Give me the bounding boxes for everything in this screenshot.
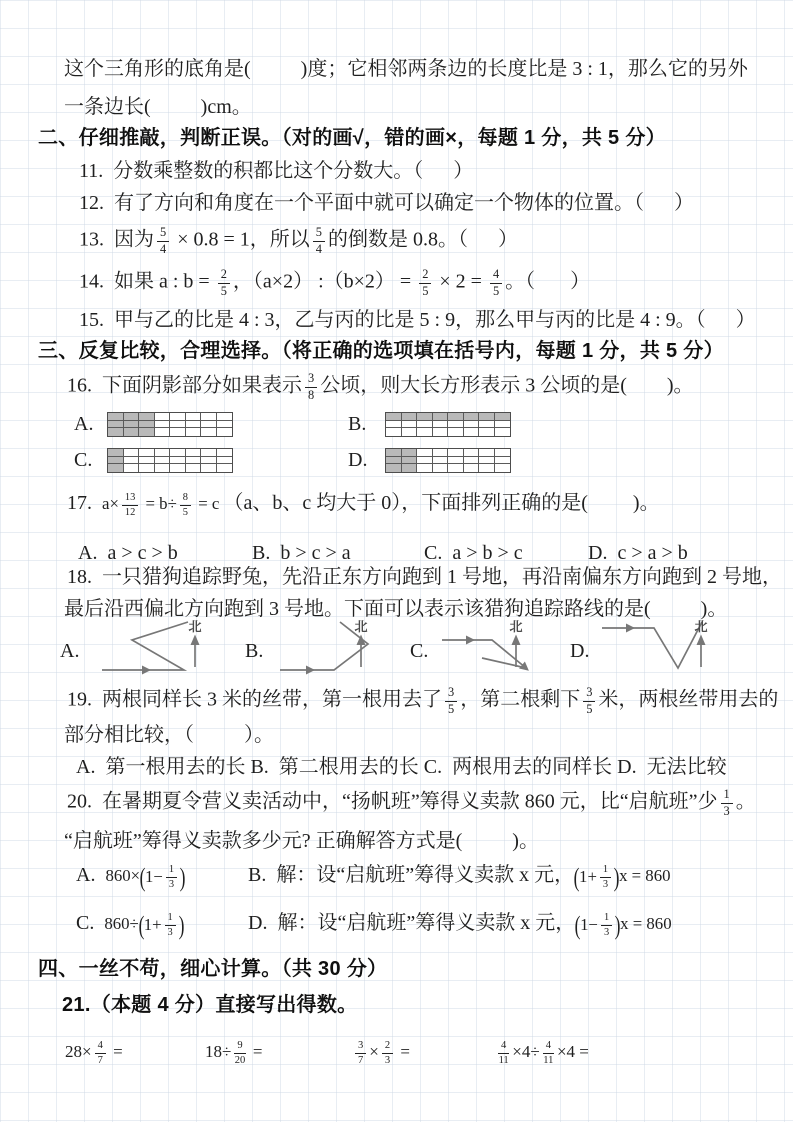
empty-cell [402,421,418,429]
q17-option-a: A. a > c > b [78,542,178,564]
close-paren: ) [179,862,186,893]
fraction-numerator: 13 [122,492,138,505]
fraction-denominator: 7 [97,1054,103,1066]
shaded-cell [402,449,418,457]
empty-cell [201,457,217,465]
shaded-cell [417,413,433,421]
fraction-numerator: 3 [355,1040,366,1054]
q16-stem: 16. 下面阴影部分如果表示 $\frac{3}{8}$ 公顷，则大长方形表示 3 公顷的是( )。 [67,371,694,402]
empty-cell [201,413,217,421]
q18-north-arrow-d [690,620,712,669]
empty-cell [186,449,202,457]
fraction [95,1040,106,1066]
empty-cell [201,421,217,429]
close-paren: ) [613,862,620,893]
q21-expression-3: $\frac{3}{7}$ × $\frac{2}{3}$ = [352,1040,410,1066]
q20-option-c: C. 860÷ ( 1+ $\frac{1}{3}$ ) [76,910,185,941]
empty-cell [186,421,202,429]
fraction-denominator: 20 [234,1054,246,1066]
q18-north-arrow-a [184,620,206,669]
close-paren: ) [614,910,621,941]
fraction-denominator: 5 [422,283,429,298]
fraction-numerator: 8 [180,492,191,505]
fraction-denominator: 5 [220,283,227,298]
math-expression: a× $\frac{13}{12}$ = b÷ $\frac{8}{5}$ = c [102,492,224,518]
q14-statement: 14. 如果 a : b = $\frac{2}{5}$ ，（a×2） :（b×2） = $\frac{2}{5}$ × 2 = $\frac{4}{5}$ 。（ ） [79,267,591,298]
shaded-cell [108,428,124,436]
fraction-numerator: 1 [721,788,733,804]
q18-stem-line-2: 最后沿西偏北方向跑到 3 号地。下面可以表示该猎狗追踪路线的是( )。 [64,598,728,620]
fraction [122,492,138,518]
q10-continuation-line-2: 一条边长( )cm。 [64,96,252,118]
empty-cell [464,457,480,465]
empty-cell [170,413,186,421]
empty-cell [448,449,464,457]
fraction-denominator: 3 [602,878,609,890]
parenthesized-expression: ( 1+ $\frac{1}{3}$ ) [138,910,185,941]
empty-cell [433,449,449,457]
math-expression: 860÷ ( 1+ $\frac{1}{3}$ ) [104,910,185,941]
q17-stem: 17. a× $\frac{13}{12}$ = b÷ $\frac{8}{5}$ = c （a、b、c 均大于 0），下面排列正确的是( )。 [67,492,660,518]
empty-cell [417,457,433,465]
north-up-arrow-icon [351,633,371,669]
q19-options: A. 第一根用去的长 B. 第二根用去的长 C. 两根用去的同样长 D. 无法比较 [76,756,727,778]
fraction-denominator: 5 [182,506,188,518]
fraction [445,686,457,716]
empty-cell [433,464,449,472]
fraction-denominator: 7 [358,1054,364,1066]
empty-cell [448,457,464,465]
fraction-numerator: 3 [305,372,317,388]
q18-stem-line-1: 18. 一只猎狗追踪野兔，先沿正东方向跑到 1 号地，再沿南偏东方向跑到 2 号地， [67,566,782,588]
q20-option-d: D. 解：设“启航班”筹得义卖款 x 元， ( 1− $\frac{1}{3}$ ) x = 860 [248,910,672,941]
shaded-cell [448,413,464,421]
q20-option-a: A. 860× ( 1− $\frac{1}{3}$ ) [76,862,186,893]
empty-cell [139,449,155,457]
fraction [382,1040,393,1066]
q16-grid-c [107,448,233,473]
shaded-cell [464,413,480,421]
empty-cell [170,428,186,436]
q16-option-a-label: A. [74,413,94,435]
q21-heading: 21.（本题 4 分）直接写出得数。 [62,994,358,1016]
shaded-cell [108,457,124,465]
fraction-denominator: 8 [308,387,315,402]
empty-cell [433,421,449,429]
shaded-cell [386,464,402,472]
route-path-icon [96,618,196,676]
empty-cell [495,449,511,457]
fraction-denominator: 5 [492,283,500,298]
q18-option-d-label: D. [570,640,590,662]
fraction-numerator: 4 [543,1040,554,1054]
fraction-denominator: 4 [315,241,322,256]
empty-cell [417,449,433,457]
empty-cell [495,457,511,465]
fraction [165,912,176,938]
parenthesized-expression: ( 1− $\frac{1}{3}$ ) [139,862,186,893]
north-character: 北 [188,619,202,634]
fraction [313,226,325,256]
empty-cell [495,464,511,472]
fraction [305,372,317,402]
shaded-cell [108,421,124,429]
fraction-denominator: 11 [543,1054,554,1066]
empty-cell [155,449,171,457]
empty-cell [433,428,449,436]
fraction [166,864,177,890]
empty-cell [155,464,171,472]
math-expression: 860× ( 1− $\frac{1}{3}$ ) [105,862,186,893]
q17-option-d: D. c > a > b [588,542,688,564]
shaded-cell [433,413,449,421]
fraction [498,1040,509,1066]
q17-option-c: C. a > b > c [424,542,523,564]
fraction-numerator: 1 [166,864,177,877]
empty-cell [479,464,495,472]
fraction-numerator: 9 [234,1040,245,1054]
empty-cell [201,428,217,436]
empty-cell [464,428,480,436]
empty-cell [170,421,186,429]
shaded-cell [108,464,124,472]
shaded-cell [402,464,418,472]
empty-cell [217,449,233,457]
empty-cell [139,464,155,472]
q16-grid-b [385,412,511,437]
q18-north-arrow-c [505,620,527,669]
fraction-numerator: 3 [445,686,457,702]
empty-cell [448,464,464,472]
empty-cell [464,421,480,429]
fraction [600,864,611,890]
fraction-numerator: 4 [498,1040,509,1054]
open-paren: ( [574,910,581,941]
empty-cell [139,457,155,465]
q21-expression-4: $\frac{4}{11}$ ×4÷ $\frac{4}{11}$ ×4 = [498,1040,589,1066]
fraction-denominator: 5 [586,701,593,716]
north-up-arrow-icon [506,633,526,669]
fraction [218,268,230,298]
parenthesized-expression: ( 1− $\frac{1}{3}$ ) [574,910,621,941]
fraction [419,268,431,298]
empty-cell [155,413,171,421]
empty-cell [186,464,202,472]
fraction [490,268,502,298]
fraction [601,912,612,938]
fraction-denominator: 3 [723,803,730,818]
section-3-heading: 三、反复比较，合理选择。（将正确的选项填在括号内，每题 1 分，共 5 分） [38,340,724,362]
q18-option-c-label: C. [410,640,429,662]
empty-cell [417,428,433,436]
shaded-cell [479,413,495,421]
fraction-denominator: 12 [124,506,136,518]
empty-cell [217,464,233,472]
empty-cell [170,449,186,457]
empty-cell [479,421,495,429]
shaded-cell [124,428,140,436]
empty-cell [464,464,480,472]
q16-grid-d [385,448,511,473]
q13-statement: 13. 因为 $\frac{5}{4}$ × 0.8 = 1，所以 $\frac{5}{4}$ 的倒数是 0.8。（ ） [79,225,518,256]
empty-cell [479,428,495,436]
parenthesized-expression: ( 1+ $\frac{1}{3}$ ) [573,862,620,893]
shaded-cell [402,457,418,465]
empty-cell [201,464,217,472]
north-character: 北 [354,619,368,634]
q16-option-b-label: B. [348,413,367,435]
empty-cell [402,428,418,436]
north-up-arrow-icon [691,633,711,669]
q16-option-c-label: C. [74,449,93,471]
q11-statement: 11. 分数乘整数的积都比这个分数大。（ ） [79,160,474,182]
fraction-numerator: 5 [313,226,325,242]
q20-option-b: B. 解：设“启航班”筹得义卖款 x 元， ( 1+ $\frac{1}{3}$ ) x = 860 [248,862,671,893]
shaded-cell [386,449,402,457]
empty-cell [479,449,495,457]
empty-cell [495,428,511,436]
empty-cell [433,457,449,465]
fraction-numerator: 4 [490,268,502,284]
section-2-heading: 二、仔细推敲，判断正误。（对的画√，错的画×，每题 1 分，共 5 分） [38,127,666,149]
fraction [721,788,733,818]
open-paren: ( [573,862,580,893]
fraction [180,492,191,518]
empty-cell [217,428,233,436]
math-expression: ( 1− $\frac{1}{3}$ ) x = 860 [574,910,672,941]
shaded-cell [495,413,511,421]
empty-cell [386,428,402,436]
open-paren: ( [138,910,145,941]
empty-cell [217,421,233,429]
fraction-numerator: 3 [583,686,595,702]
empty-cell [217,413,233,421]
shaded-cell [124,413,140,421]
q19-stem-line-2: 部分相比较，（ ）。 [64,724,274,746]
empty-cell [448,421,464,429]
fraction-numerator: 1 [601,912,612,925]
empty-cell [186,457,202,465]
fraction [234,1040,245,1066]
q20-stem-line-1: 20. 在暑期夏令营义卖活动中，“扬帆班”筹得义卖款 860 元，比“启航班”少 $\frac{1}{3}$ 。 [67,787,756,818]
shaded-cell [139,421,155,429]
empty-cell [386,421,402,429]
fraction-denominator: 4 [160,241,167,256]
empty-cell [495,421,511,429]
fraction-numerator: 2 [218,268,230,284]
fraction-denominator: 3 [384,1054,391,1066]
fraction [583,686,595,716]
empty-cell [186,413,202,421]
empty-cell [464,449,480,457]
fraction-numerator: 5 [157,226,169,242]
north-up-arrow-icon [185,633,205,669]
section-4-heading: 四、一丝不苟，细心计算。（共 30 分） [38,958,388,980]
fraction-denominator: 5 [448,701,455,716]
q18-north-arrow-b [350,620,372,669]
empty-cell [170,464,186,472]
north-character: 北 [694,619,708,634]
q21-expression-2: 18÷ $\frac{9}{20}$ = [205,1040,263,1066]
empty-cell [155,457,171,465]
fraction [543,1040,554,1066]
q18-option-b-label: B. [245,640,264,662]
empty-cell [217,457,233,465]
empty-cell [186,428,202,436]
shaded-cell [124,421,140,429]
empty-cell [201,449,217,457]
close-paren: ) [178,910,185,941]
fraction-denominator: 3 [604,926,610,938]
fraction-numerator: 1 [600,864,611,877]
empty-cell [479,457,495,465]
shaded-cell [108,449,124,457]
fraction-numerator: 4 [95,1040,106,1054]
fraction-denominator: 11 [498,1054,509,1066]
fraction-numerator: 2 [419,268,431,284]
q20-stem-line-2: “启航班”筹得义卖款多少元? 正确解答方式是( )。 [64,830,539,852]
shaded-cell [386,413,402,421]
empty-cell [124,449,140,457]
empty-cell [417,421,433,429]
fraction-numerator: 2 [382,1040,393,1054]
fraction-numerator: 1 [165,912,176,925]
q17-option-b: B. b > c > a [252,542,351,564]
math-expression: ( 1+ $\frac{1}{3}$ ) x = 860 [573,862,671,893]
q21-expression-1: 28× $\frac{4}{7}$ = [65,1040,123,1066]
empty-cell [124,464,140,472]
q10-continuation-line-1: 这个三角形的底角是( )度；它相邻两条边的长度比是 3 : 1，那么它的另外 [64,58,748,80]
shaded-cell [108,413,124,421]
q12-statement: 12. 有了方向和角度在一个平面中就可以确定一个物体的位置。（ ） [79,192,694,214]
fraction [355,1040,366,1066]
q16-grid-a [107,412,233,437]
empty-cell [124,457,140,465]
q18-route-a [96,618,196,681]
fraction [157,226,169,256]
empty-cell [155,428,171,436]
empty-cell [170,457,186,465]
q16-option-d-label: D. [348,449,368,471]
empty-cell [417,464,433,472]
q18-option-a-label: A. [60,640,80,662]
open-paren: ( [139,862,146,893]
empty-cell [155,421,171,429]
shaded-cell [386,457,402,465]
fraction-denominator: 3 [168,878,175,890]
shaded-cell [139,413,155,421]
q15-statement: 15. 甲与乙的比是 4 : 3，乙与丙的比是 5 : 9，那么甲与丙的比是 4 : 9。（ ） [79,309,756,331]
shaded-cell [402,413,418,421]
q19-stem-line-1: 19. 两根同样长 3 米的丝带，第一根用去了 $\frac{3}{5}$ ，第二根剩下 $\frac{3}{5}$ 米，两根丝带用去的 [67,685,779,716]
shaded-cell [139,428,155,436]
empty-cell [448,428,464,436]
north-character: 北 [509,619,523,634]
fraction-denominator: 3 [167,926,173,938]
